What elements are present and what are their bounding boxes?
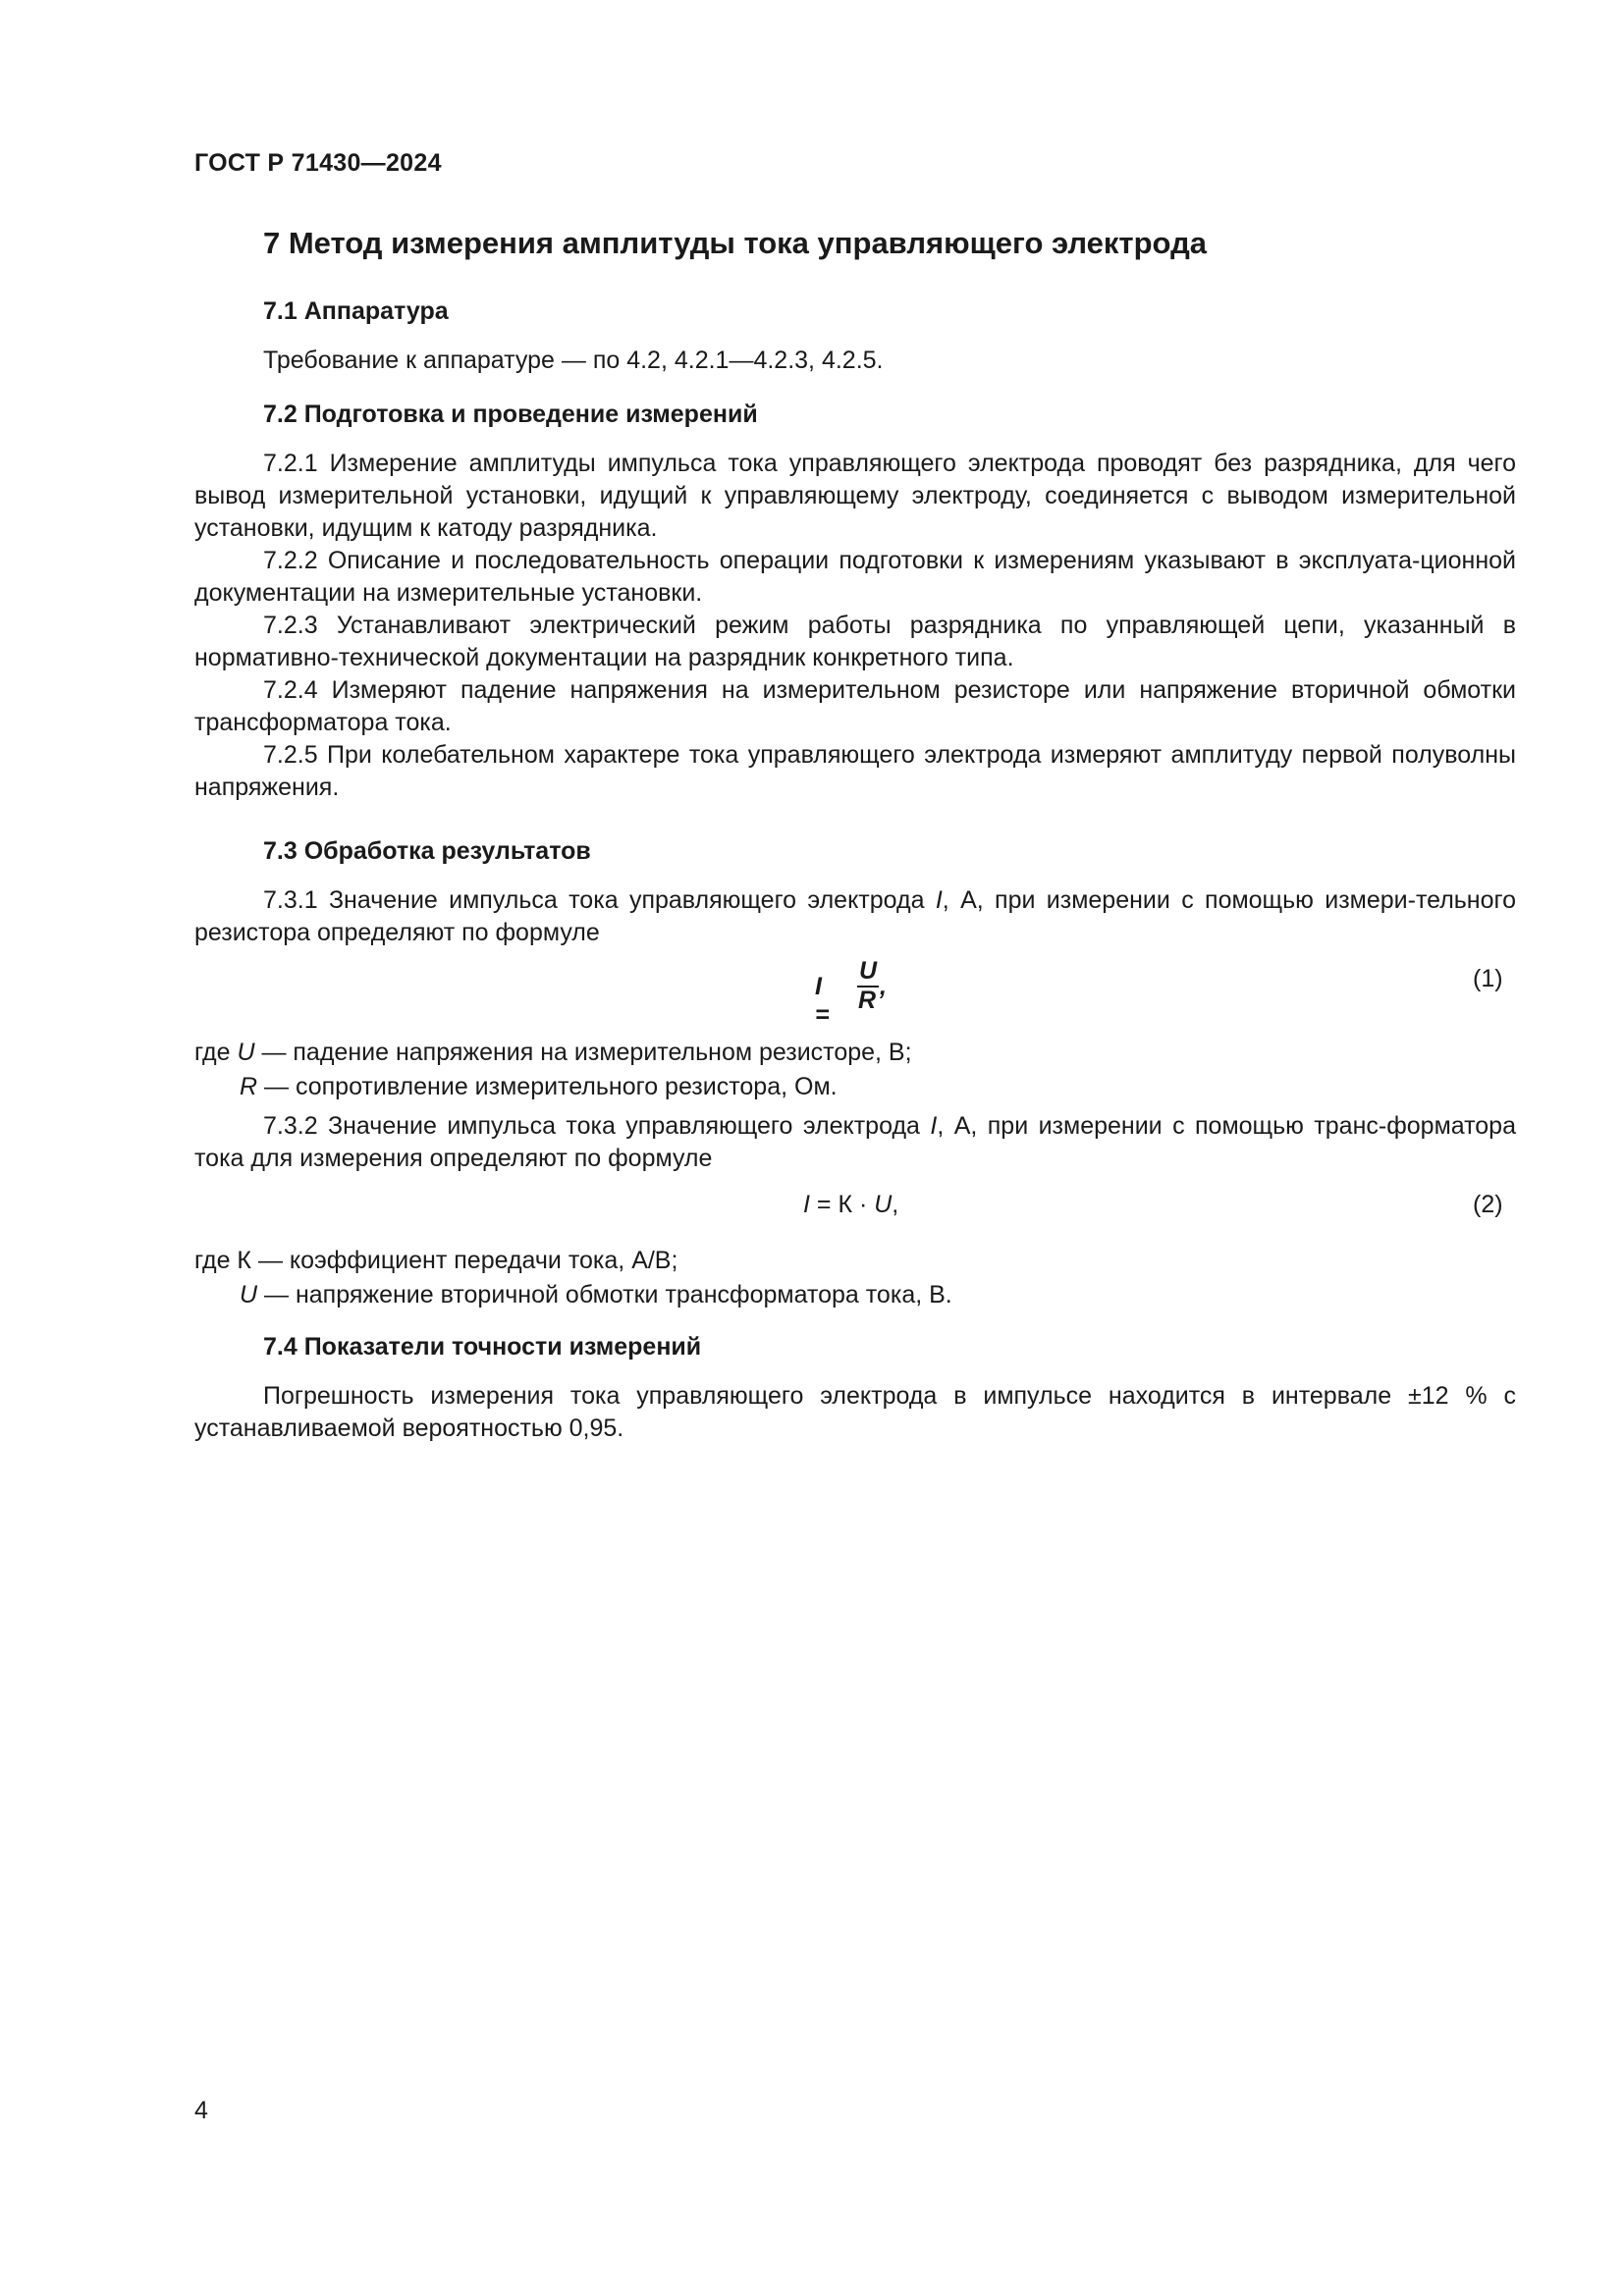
- where-line-u2: U — напряжение вторичной обмотки трансформатора тока, В.: [240, 1281, 952, 1308]
- page-number: 4: [194, 2097, 208, 2124]
- paragraph-7-2-3: 7.2.3 Устанавливают электрический режим работы разрядника по управляющей цепи, указанный в нормативно-технической документации на разрядник конкретного типа.: [194, 612, 1516, 671]
- paragraph-7-2-4: 7.2.4 Измеряют падение напряжения на измерительном резисторе или напряжение вторичной обмотки трансформатора тока.: [194, 676, 1516, 736]
- current-variable: I: [935, 886, 943, 914]
- formula-1-denominator: R: [858, 987, 877, 1014]
- formula-2: I = К · U,: [803, 1191, 899, 1218]
- formula-1-lhs: I =: [815, 973, 830, 1029]
- section-title: 7 Метод измерения амплитуды тока управляющего электрода: [263, 226, 1207, 260]
- equation-number-1: (1): [1473, 965, 1503, 992]
- paragraph-7-3-2-text-b: , А, при измерении с помощью транс-форматора тока для измерения определяют по формуле: [194, 1112, 1516, 1172]
- equation-number-2: (2): [1473, 1191, 1503, 1218]
- paragraph-7-3-2: [194, 1110, 1516, 1175]
- subsection-heading-7-2: 7.2 Подготовка и проведение измерений: [263, 400, 758, 428]
- where-line-u: где U — падение напряжения на измерительном резисторе, В;: [194, 1039, 912, 1066]
- where-line-k: где К — коэффициент передачи тока, А/В;: [194, 1247, 678, 1274]
- document-code: ГОСТ Р 71430—2024: [194, 149, 442, 177]
- paragraph-7-2-2: 7.2.2 Описание и последовательность операции подготовки к измерениям указывают в эксплуата-ционной документации на измерительные установки.: [194, 547, 1516, 607]
- paragraph-7-2-1: 7.2.1 Измерение амплитуды импульса тока управляющего электрода проводят без разрядника, для чего вывод измерительной установки, идущий к управляющему электроду, соединяется с выводом измерительной установки, идущим к катоду разрядника.: [194, 450, 1516, 542]
- subsection-heading-7-1: 7.1 Аппаратура: [263, 297, 449, 325]
- paragraph-7-3-2-text-a: 7.3.2 Значение импульса тока управляющего электрода: [263, 1112, 931, 1140]
- subsection-heading-7-3: 7.3 Обработка результатов: [263, 837, 591, 865]
- paragraph-7-3-1: [194, 884, 1516, 949]
- paragraph-7-3-1-text-a: 7.3.1 Значение импульса тока управляющего электрода: [263, 886, 936, 914]
- accuracy-paragraph: Погрешность измерения тока управляющего электрода в импульсе находится в интервале ±12 % с устанавливаемой вероятностью 0,95.: [194, 1382, 1516, 1442]
- subsection-heading-7-4: 7.4 Показатели точности измерений: [263, 1333, 702, 1361]
- paragraph-7-2-5: 7.2.5 При колебательном характере тока управляющего электрода измеряют амплитуду первой полуволны напряжения.: [194, 741, 1516, 801]
- paragraph-7-3-1-text-b: , А, при измерении с помощью измери-тельного резистора определяют по формуле: [194, 886, 1516, 946]
- current-variable: I: [930, 1112, 938, 1140]
- preparation-paragraphs: [194, 448, 1516, 804]
- apparatus-requirement: Требование к аппаратуре — по 4.2, 4.2.1—4.2.3, 4.2.5.: [263, 347, 884, 374]
- formula-1-comma: ,: [880, 973, 887, 1000]
- where-line-r: R — сопротивление измерительного резистора, Ом.: [240, 1073, 838, 1100]
- formula-1-numerator: U: [859, 957, 878, 985]
